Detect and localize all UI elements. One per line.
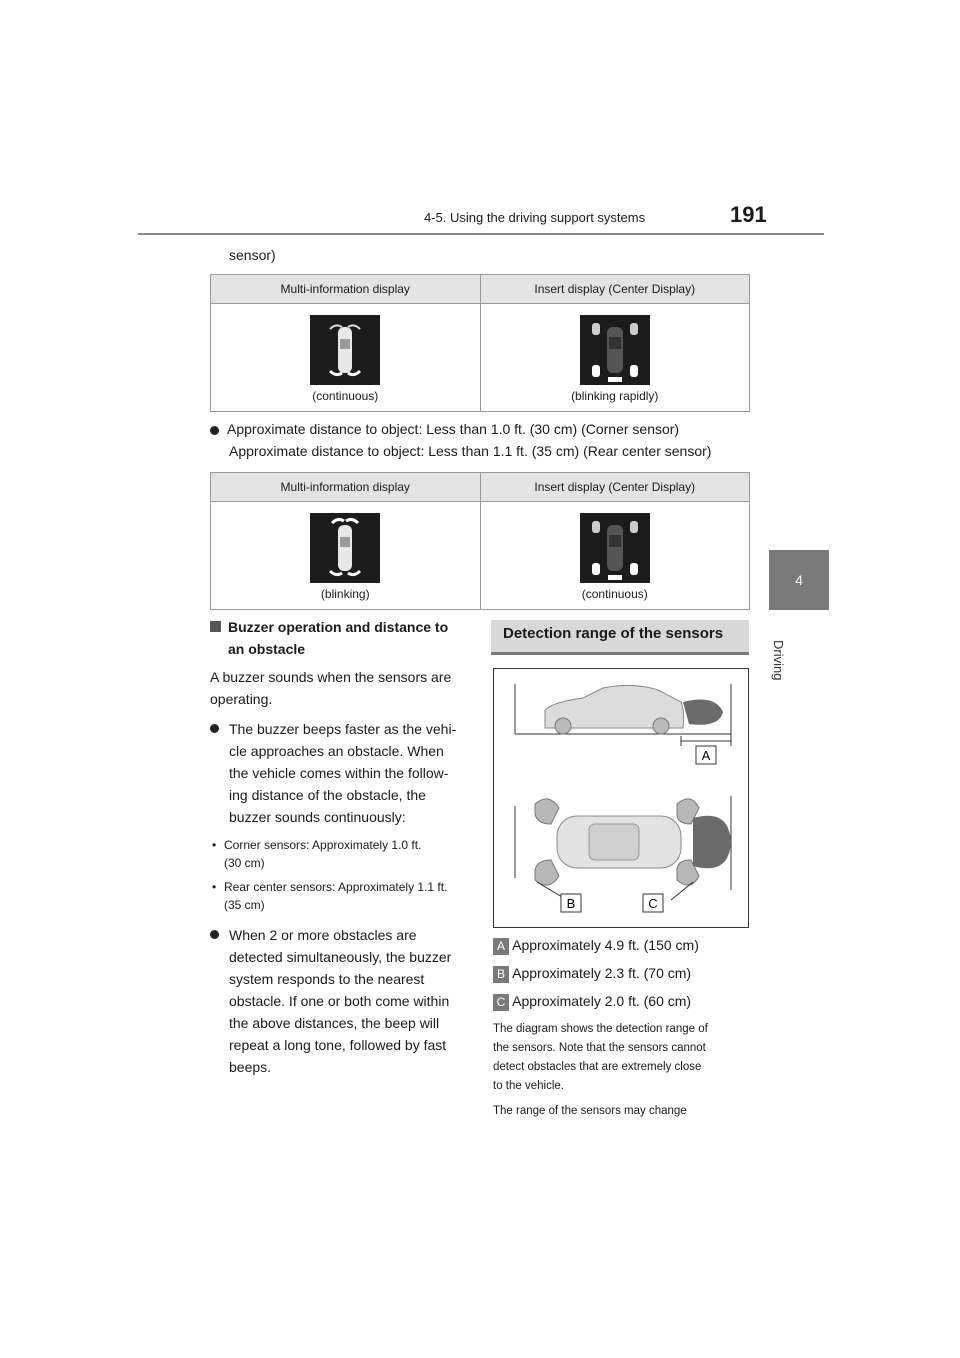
legend-c-icon: C xyxy=(493,994,509,1011)
header-section-title: 4-5. Using the driving support systems xyxy=(424,210,646,225)
buzzer-intro-1: A buzzer sounds when the sensors are xyxy=(210,669,452,685)
display-table-2 xyxy=(210,472,750,610)
table-header-mid: Multi-information display xyxy=(211,473,481,502)
s2-line-2: (35 cm) xyxy=(224,898,265,912)
buzzer-intro-2: operating. xyxy=(210,691,273,707)
mid-car-sensor-icon xyxy=(310,315,380,385)
chapter-tab[interactable]: 4 xyxy=(769,550,829,610)
b2-line-4: obstacle. If one or both come within xyxy=(229,993,450,1009)
note-2: The range of the sensors may change xyxy=(493,1105,687,1117)
range-a: Approximately 4.9 ft. (150 cm) xyxy=(512,937,699,953)
note-line-2: the sensors. Note that the sensors cannot xyxy=(493,1042,706,1054)
b2-line-1: When 2 or more obstacles are xyxy=(229,927,417,943)
b2-line-3: system responds to the nearest xyxy=(229,971,425,987)
mid-car-sensor-icon xyxy=(310,513,380,583)
buzzer-section xyxy=(210,616,470,1078)
display-table-1 xyxy=(210,274,750,412)
table-header-insert: Insert display (Center Display) xyxy=(480,473,750,502)
detection-note xyxy=(493,1020,763,1121)
legend-b-icon: B xyxy=(493,966,509,983)
table1-caption-mid: (continuous) xyxy=(312,388,379,403)
small-bullet-icon: • xyxy=(212,880,217,894)
detection-range-diagram xyxy=(493,668,749,928)
table2-caption-insert: (continuous) xyxy=(581,586,648,601)
range-c: Approximately 2.0 ft. (60 cm) xyxy=(512,993,692,1009)
b2-line-2: detected simultaneously, the buzzer xyxy=(229,949,452,965)
square-bullet-icon xyxy=(210,621,221,632)
continued-text: sensor) xyxy=(229,247,276,263)
table-header-insert: Insert display (Center Display) xyxy=(480,275,750,304)
b1-line-4: ing distance of the obstacle, the xyxy=(229,787,426,803)
table1-caption-insert: (blinking rapidly) xyxy=(571,388,659,403)
b2-line-5: the above distances, the beep will xyxy=(229,1015,440,1031)
note-line-3: detect obstacles that are extremely close xyxy=(493,1061,702,1073)
bullet-dot-icon xyxy=(210,724,219,733)
b1-line-3: the vehicle comes within the follow- xyxy=(229,765,449,781)
b1-line-5: buzzer sounds continuously: xyxy=(229,809,406,825)
b1-line-2: cle approaches an obstacle. When xyxy=(229,743,444,759)
legend-a-icon: A xyxy=(493,938,509,955)
insert-car-sensor-icon xyxy=(580,315,650,385)
distance-line-1: Approximate distance to object: Less than 1.0 ft. (30 cm) (Corner sensor) xyxy=(227,421,680,437)
b2-line-7: beeps. xyxy=(229,1059,272,1075)
range-b: Approximately 2.3 ft. (70 cm) xyxy=(512,965,692,981)
buzzer-heading-2: an obstacle xyxy=(228,641,306,657)
distance-line-2: Approximate distance to object: Less than 1.1 ft. (35 cm) (Rear center sensor) xyxy=(229,443,712,459)
bullet-dot-icon xyxy=(210,426,219,435)
note-line-1: The diagram shows the detection range of xyxy=(493,1023,708,1035)
s1-line-2: (30 cm) xyxy=(224,856,265,870)
small-bullet-icon: • xyxy=(212,838,217,852)
b1-line-1: The buzzer beeps faster as the vehi- xyxy=(229,721,457,737)
bullet-dot-icon xyxy=(210,930,219,939)
chapter-label: Driving xyxy=(771,640,786,681)
insert-car-sensor-icon xyxy=(580,513,650,583)
table-header-mid: Multi-information display xyxy=(211,275,481,304)
range-legend xyxy=(493,934,763,1012)
table2-caption-mid: (blinking) xyxy=(320,586,370,601)
detection-heading: Detection range of the sensors xyxy=(491,620,749,655)
distance-bullet xyxy=(210,418,770,462)
diagram-label-a: A xyxy=(701,748,711,763)
b2-line-6: repeat a long tone, followed by fast xyxy=(229,1037,447,1053)
note-line-4: to the vehicle. xyxy=(493,1080,564,1092)
s2-line-1: Rear center sensors: Approximately 1.1 ft. xyxy=(224,880,448,894)
buzzer-heading-1: Buzzer operation and distance to xyxy=(228,619,449,635)
header-divider xyxy=(138,233,824,235)
diagram-label-c: C xyxy=(648,896,658,911)
page-number: 191 xyxy=(730,202,767,227)
s1-line-1: Corner sensors: Approximately 1.0 ft. xyxy=(224,838,422,852)
diagram-label-b: B xyxy=(566,896,576,911)
